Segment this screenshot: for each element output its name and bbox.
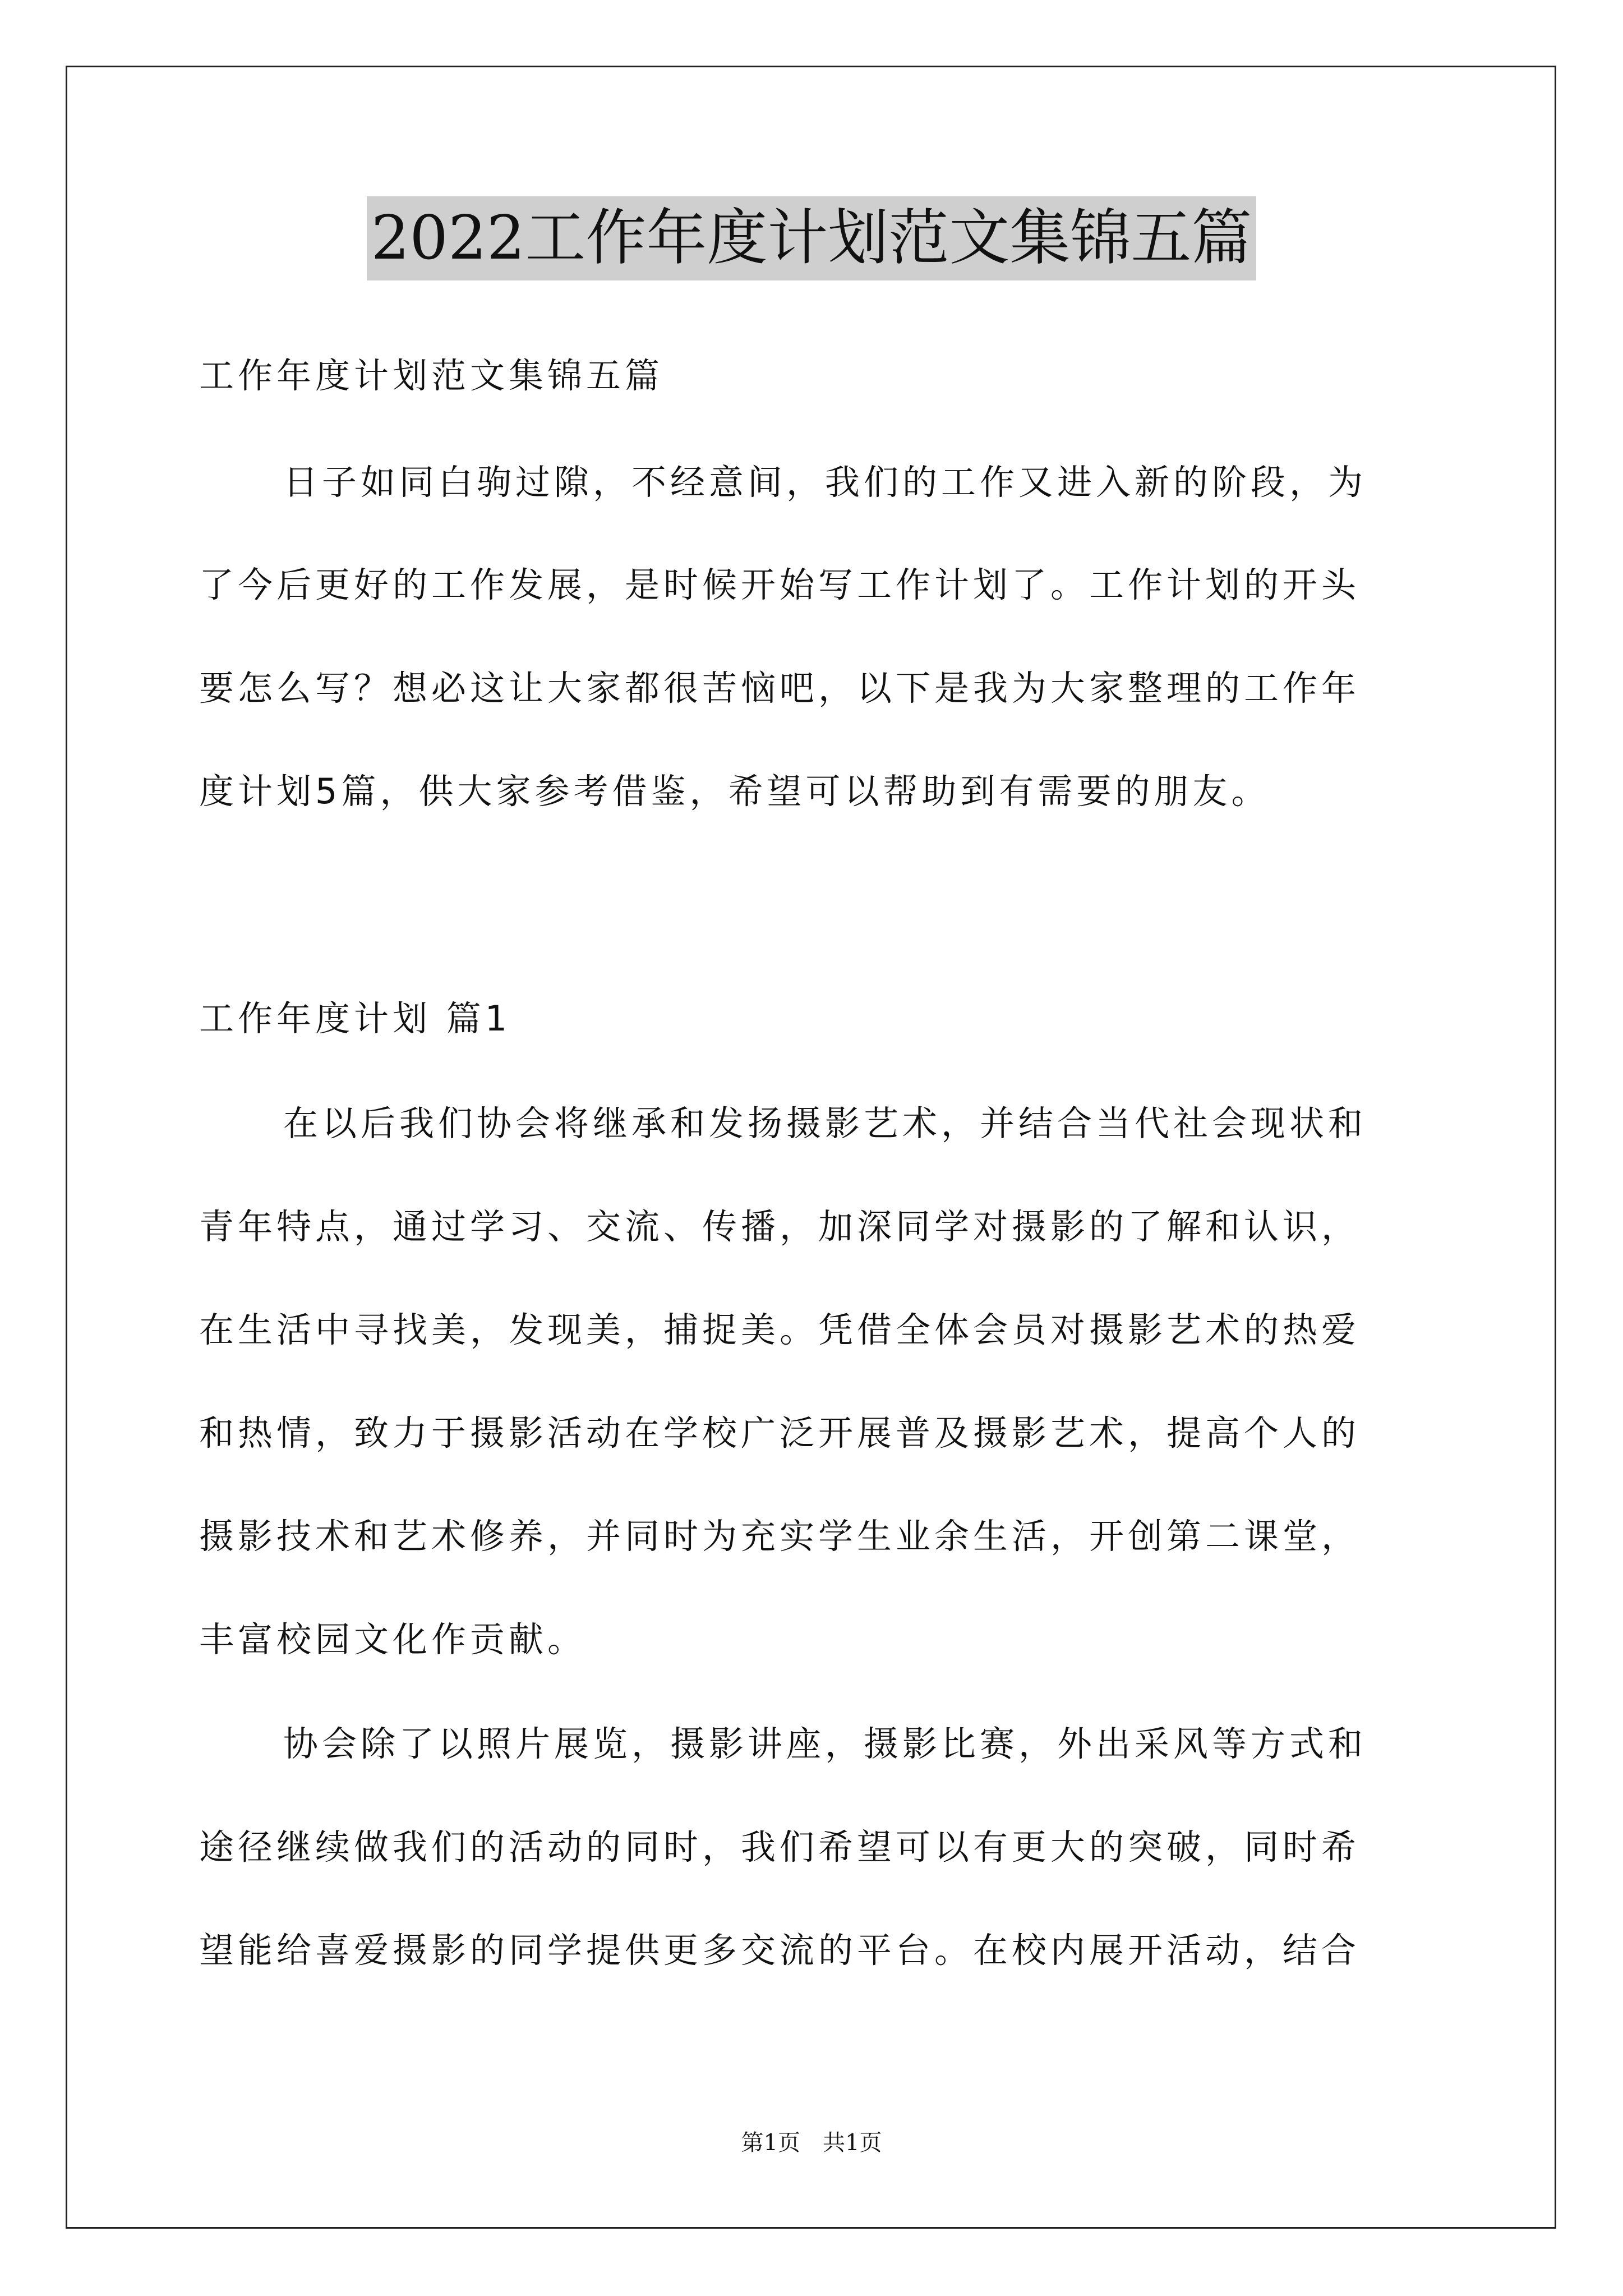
paragraph-line: 青年特点，通过学习、交流、传播，加深同学对摄影的了解和认识， bbox=[199, 1206, 1361, 1247]
intro-line: 度计划5篇，供大家参考借鉴，希望可以帮助到有需要的朋友。 bbox=[199, 771, 1270, 812]
subtitle: 工作年度计划范文集锦五篇 bbox=[199, 355, 664, 396]
paragraph-line: 协会除了以照片展览，摄影讲座，摄影比赛，外出采风等方式和 bbox=[283, 1723, 1367, 1764]
paragraph-line: 在以后我们协会将继承和发扬摄影艺术，并结合当代社会现状和 bbox=[283, 1103, 1367, 1144]
document-title: 2022工作年度计划范文集锦五篇 bbox=[367, 196, 1257, 280]
page-footer: 第1页 共1页 bbox=[741, 2130, 882, 2156]
paragraph-line: 望能给喜爱摄影的同学提供更多交流的平台。在校内展开活动，结合 bbox=[199, 1930, 1361, 1971]
paragraph-line: 途径继续做我们的活动的同时，我们希望可以有更大的突破，同时希 bbox=[199, 1826, 1361, 1867]
paragraph-line: 摄影技术和艺术修养，并同时为充实学生业余生活，开创第二课堂， bbox=[199, 1516, 1361, 1557]
paragraph-line: 丰富校园文化作贡献。 bbox=[199, 1619, 587, 1660]
title-container bbox=[0, 196, 1623, 280]
section-heading: 工作年度计划 篇1 bbox=[199, 998, 511, 1039]
intro-line: 日子如同白驹过隙，不经意间，我们的工作又进入新的阶段，为 bbox=[283, 462, 1367, 503]
paragraph-line: 和热情，致力于摄影活动在学校广泛开展普及摄影艺术，提高个人的 bbox=[199, 1412, 1361, 1453]
paragraph-line: 在生活中寻找美，发现美，捕捉美。凭借全体会员对摄影艺术的热爱 bbox=[199, 1309, 1361, 1350]
intro-line: 要怎么写？想必这让大家都很苦恼吧，以下是我为大家整理的工作年 bbox=[199, 668, 1361, 708]
intro-line: 了今后更好的工作发展，是时候开始写工作计划了。工作计划的开头 bbox=[199, 564, 1361, 605]
